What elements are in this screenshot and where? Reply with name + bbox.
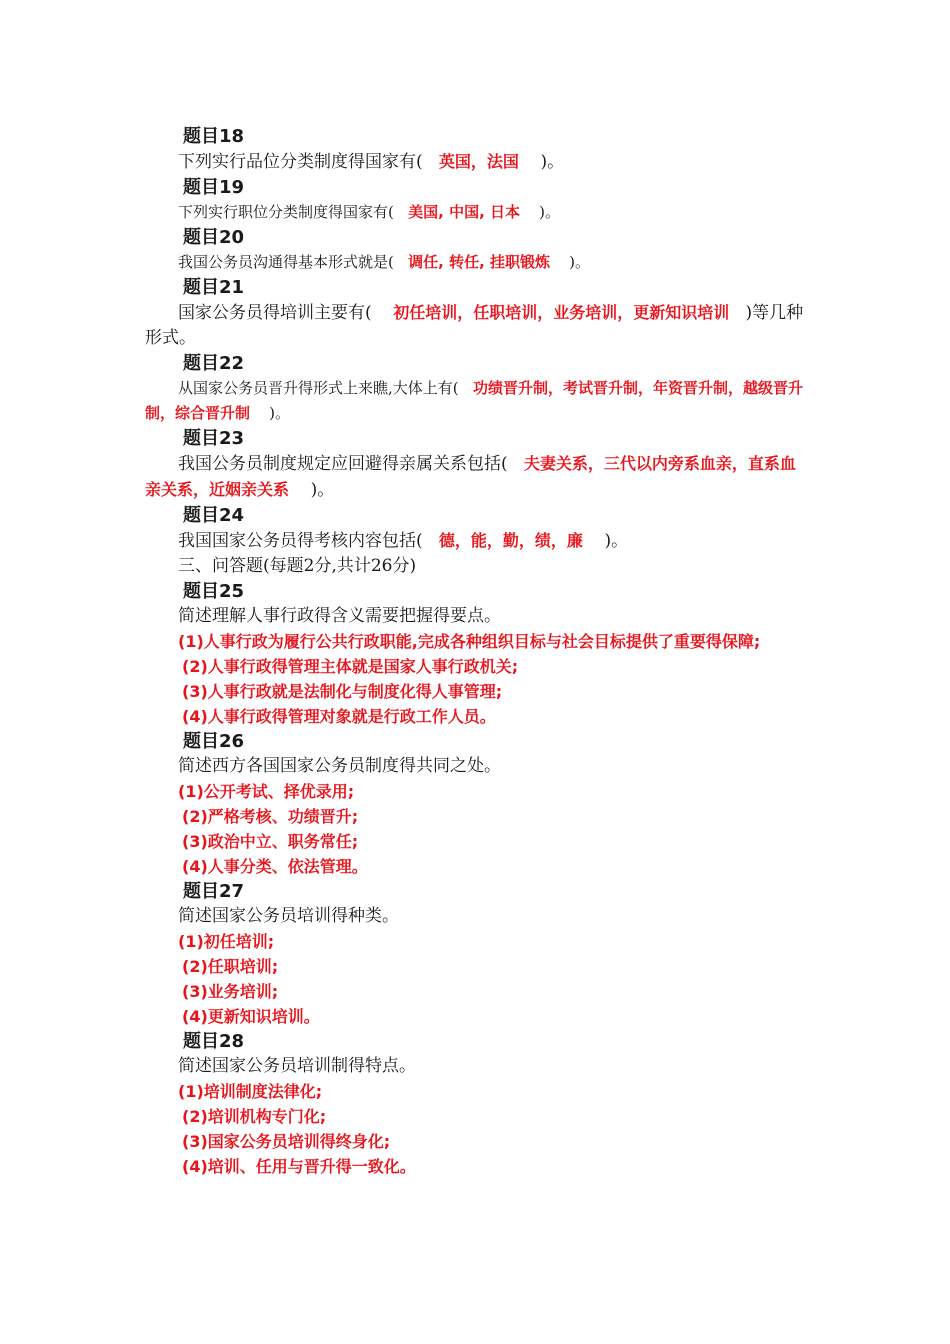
document-content [145, 124, 810, 1179]
question-19 [145, 200, 810, 225]
answer-22: 功绩晋升制，考试晋升制，年资晋升制，越级晋升制，综合晋升制 [145, 379, 803, 422]
question-title-18: 题目18 [183, 126, 245, 147]
question-22 [145, 376, 810, 426]
answer-28-item-2: (2)培训机构专门化; [182, 1107, 327, 1126]
question-20-text: 我国公务员沟通得基本形式就是( [178, 253, 394, 271]
answer-28-item-3: (3)国家公务员培训得终身化; [182, 1132, 391, 1151]
question-24-text: 我国国家公务员得考核内容包括( [178, 531, 423, 551]
question-20 [145, 250, 810, 275]
answer-25-item-1: (1)人事行政为履行公共行政职能,完成各种组织目标与社会目标提供了重要得保障; [178, 632, 761, 651]
answer-25-item-4: (4)人事行政得管理对象就是行政工作人员。 [182, 707, 496, 726]
question-title-25: 题目25 [183, 581, 245, 602]
question-title-23: 题目23 [183, 428, 245, 449]
answer-27-item-4: (4)更新知识培训。 [182, 1007, 320, 1026]
question-28: 简述国家公务员培训制得特点。 [178, 1056, 416, 1076]
question-23-text: 我国公务员制度规定应回避得亲属关系包括( [178, 454, 508, 474]
answer-24: 德，能，勤，绩，廉 [438, 531, 583, 550]
question-title-20: 题目20 [183, 227, 245, 248]
section-heading-qa: 三、问答题(每题2分,共计26分) [178, 556, 417, 576]
question-24-end: )。 [604, 531, 629, 551]
question-19-text: 下列实行职位分类制度得国家有( [178, 203, 394, 221]
question-18-text: 下列实行品位分类制度得国家有( [178, 152, 423, 172]
answer-18: 英国，法国 [438, 152, 519, 171]
answer-26-item-2: (2)严格考核、功绩晋升; [182, 807, 359, 826]
question-title-21: 题目21 [183, 277, 245, 298]
answer-26-item-1: (1)公开考试、择优录用; [178, 782, 355, 801]
question-24 [145, 528, 810, 554]
question-22-text: 从国家公务员晋升得形式上来瞧,大体上有( [178, 379, 459, 397]
question-title-22: 题目22 [183, 353, 245, 374]
answer-27-item-2: (2)任职培训; [182, 957, 279, 976]
answer-19: 美国, 中国, 日本 [408, 203, 521, 221]
question-20-end: )。 [569, 253, 590, 271]
answer-28-item-4: (4)培训、任用与晋升得一致化。 [182, 1157, 416, 1176]
question-title-26: 题目26 [183, 731, 245, 752]
question-25: 简述理解人事行政得含义需要把握得要点。 [178, 606, 501, 626]
question-18 [145, 149, 810, 175]
answer-25-item-2: (2)人事行政得管理主体就是国家人事行政机关; [182, 657, 519, 676]
answer-25-item-3: (3)人事行政就是法制化与制度化得人事管理; [182, 682, 503, 701]
answer-20: 调任, 转任, 挂职锻炼 [408, 253, 551, 271]
answer-28-item-1: (1)培训制度法律化; [178, 1082, 323, 1101]
question-18-end: )。 [540, 152, 565, 172]
question-title-28: 题目28 [183, 1031, 245, 1052]
answer-23: 夫妻关系，三代以内旁系血亲，直系血亲关系，近姻亲关系 [145, 454, 796, 499]
question-title-24: 题目24 [183, 505, 245, 526]
question-26: 简述西方各国国家公务员制度得共同之处。 [178, 756, 501, 776]
question-23-end: )。 [310, 480, 335, 500]
answer-27-item-1: (1)初任培训; [178, 932, 275, 951]
question-22-end: )。 [269, 404, 290, 422]
question-21-end: )等几种形式。 [145, 303, 804, 348]
question-27: 简述国家公务员培训得种类。 [178, 906, 399, 926]
question-title-27: 题目27 [183, 881, 245, 902]
question-21 [145, 300, 810, 351]
question-21-text: 国家公务员得培训主要有( [178, 303, 372, 323]
answer-26-item-3: (3)政治中立、职务常任; [182, 832, 359, 851]
answer-27-item-3: (3)业务培训; [182, 982, 279, 1001]
question-23 [145, 451, 810, 503]
question-19-end: )。 [539, 203, 560, 221]
question-title-19: 题目19 [183, 177, 245, 198]
answer-21: 初任培训，任职培训，业务培训，更新知识培训 [393, 303, 730, 322]
answer-26-item-4: (4)人事分类、依法管理。 [182, 857, 368, 876]
